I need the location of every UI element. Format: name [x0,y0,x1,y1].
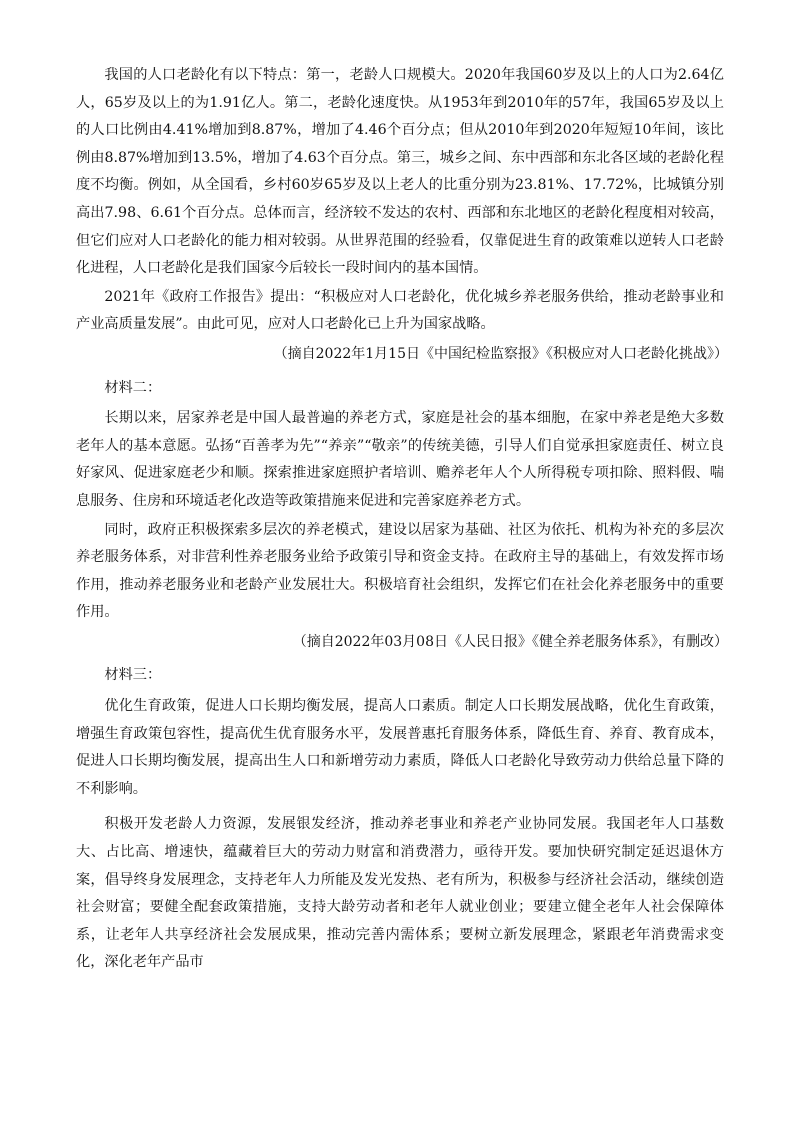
material-two-heading: 材料二： [104,379,162,396]
source-citation-1: （摘自2022年1月15日《中国纪检监察报》《积极应对人口老龄化挑战》） [273,345,728,362]
paragraph-government-report: 2021年《政府工作报告》提出：“积极应对人口老龄化，优化城乡养老服务供给，推动老龄事业和产业高质量发展”。由此可见，应对人口老龄化已上升为国家战略。 [76,288,724,333]
document-page [76,62,728,977]
paragraph-multi-level-care: 同时，政府正积极探索多层次的养老模式，建设以居家为基础、社区为依托、机构为补充的多层次养老服务体系，对非营利性养老服务业给予政策引导和资金支持。在政府主导的基础上，有效发挥市场作用，推动养老服务业和老龄产业发展壮大。积极培育社会组织，发挥它们在社会化养老服务中的重要作用。 [76,521,724,621]
paragraph-silver-economy: 积极开发老龄人力资源，发展银发经济，推动养老事业和养老产业协同发展。我国老年人口基数大、占比高、增速快，蕴藏着巨大的劳动力财富和消费潜力，亟待开发。要加快研究制定延迟退休方案，倡导终身发展理念，支持老年人力所能及发光发热、老有所为，积极参与经济社会活动，继续创造社会财富；要健全配套政策措施，支持大龄劳动者和老年人就业创业；要建立健全老年人社会保障体系，让老年人共享经济社会发展成果，推动完善内需体系；要树立新发展理念，紧跟老年消费需求变化，深化老年产品市 [76,816,724,971]
paragraph-birth-policy: 优化生育政策，促进人口长期均衡发展，提高人口素质。制定人口长期发展战略，优化生育政策，增强生育政策包容性，提高优生优育服务水平，发展普惠托育服务体系，降低生育、养育、教育成本，促进人口长期均衡发展，提高出生人口和新增劳动力素质，降低人口老龄化导致劳动力供给总量下降的不利影响。 [76,698,724,797]
source-citation-2: （摘自2022年03月08日《人民日报》《健全养老服务体系》，有删改） [292,633,728,650]
paragraph-aging-features: 我国的人口老龄化有以下特点：第一，老龄人口规模大。2020年我国60岁及以上的人口为2.64亿人，65岁及以上的为1.91亿人。第二，老龄化速度快。从1953年到2010年的57年，我国65岁及以上的人口比例由4.41%增加到8.87%，增加了4.46个百分点；但从2010年到2020年短短10年间，该比例由8.87%增加到13.5%，增加了4.63个百分点。第三，城乡之间、东中西部和东北各区域的老龄化程度不均衡。例如，从全国看，乡村60岁65岁及以上老人的比重分别为23.81%、17.72%，比城镇分别高出7.98、6.61个百分点。总体而言，经济较不发达的农村、西部和东北地区的老龄化程度相对较高，但它们应对人口老龄化的能力相对较弱。从世界范围的经验看，仅靠促进生育的政策难以逆转人口老龄化进程，人口老龄化是我们国家今后较长一段时间内的基本国情。 [76,67,724,277]
paragraph-home-care: 长期以来，居家养老是中国人最普遍的养老方式，家庭是社会的基本细胞，在家中养老是绝大多数老年人的基本意愿。弘扬“百善孝为先”“养亲”“敬亲”的传统美德，引导人们自觉承担家庭责任、树立良好家风、促进家庭老少和顺。探索推进家庭照护者培训、赡养老年人个人所得税专项扣除、照料假、喘息服务、住房和环境适老化改造等政策措施来促进和完善家庭养老方式。 [76,410,724,509]
material-three-heading: 材料三： [104,667,162,684]
